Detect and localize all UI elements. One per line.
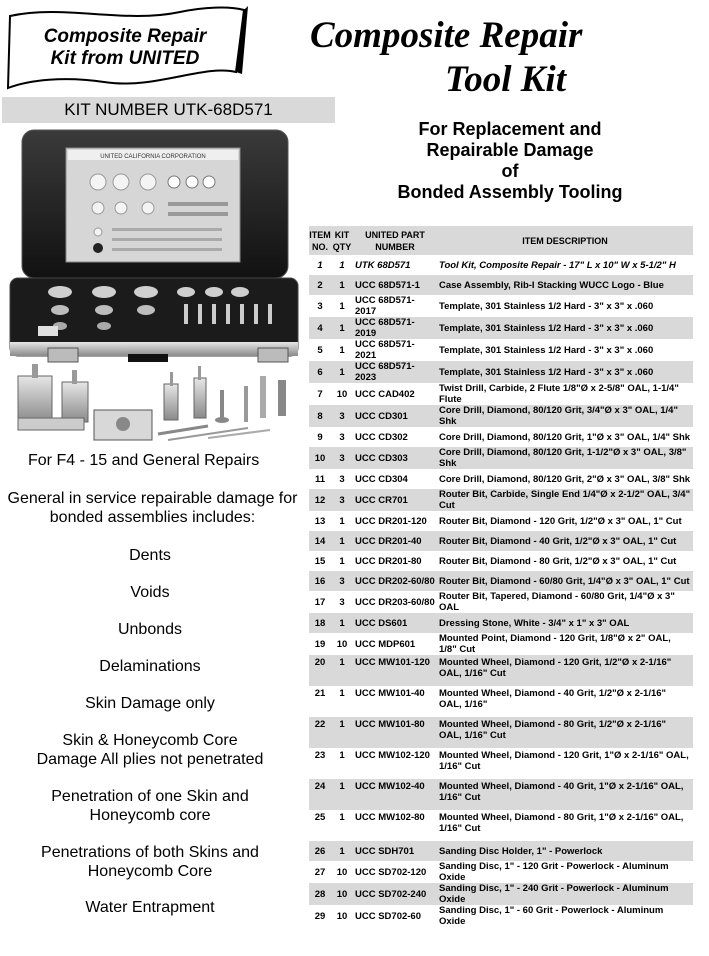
- item-no-cell: 13: [314, 515, 326, 527]
- kit-qty-cell: 1: [331, 613, 353, 633]
- table-row: [309, 571, 693, 591]
- kit-qty-cell: 1: [331, 655, 353, 686]
- part-number-cell: UCC MW102-120: [355, 750, 430, 761]
- damage-item: Unbonds: [117, 621, 183, 638]
- description-cell: Twist Drill, Carbide, 2 Flute 1/8"Ø x 2-5/8" OAL, 1-1/4" Flute: [439, 383, 679, 405]
- kit-qty-cell: 1: [339, 555, 345, 567]
- item-no-cell: 18: [309, 613, 331, 633]
- description-cell: Core Drill, Diamond, 80/120 Grit, 1"Ø x 3" OAL, 1/4" Shk: [439, 431, 691, 443]
- item-no-cell: 25: [314, 812, 326, 823]
- kit-qty-cell: 10: [336, 866, 348, 878]
- kit-qty-cell: 3: [339, 431, 345, 443]
- description-cell: Sanding Disc, 1" - 120 Grit - Powerlock - Aluminum Oxide: [439, 861, 669, 883]
- damage-item: Delaminations: [99, 658, 201, 675]
- description-cell: Tool Kit, Composite Repair - 17" L x 10" W x 5-1/2" H: [439, 259, 676, 271]
- description-cell: Sanding Disc Holder, 1" - Powerlock: [437, 841, 693, 861]
- damage-item: Skin Damage only: [85, 695, 215, 712]
- kit-qty-cell: 10: [331, 883, 353, 905]
- item-no-cell: 10: [309, 447, 331, 469]
- table-row: [309, 255, 693, 275]
- part-number-cell: UCC CD303: [353, 447, 437, 469]
- table-row: [309, 633, 693, 655]
- kit-qty-cell: 1: [331, 317, 353, 339]
- item-no-cell: 20: [309, 655, 331, 686]
- item-no-cell: 4: [309, 317, 331, 339]
- table-row: [309, 405, 693, 427]
- damage-item: Skin & Honeycomb Core Damage All plies not penetrated: [36, 732, 264, 768]
- part-number-cell: UCC 68D571-2023: [353, 361, 437, 383]
- description-cell: Mounted Point, Diamond - 120 Grit, 1/8"Ø x 2" OAL, 1/8" Cut: [439, 633, 671, 655]
- description-cell: Sanding Disc, 1" - 60 Grit - Powerlock - Aluminum Oxide: [439, 905, 664, 927]
- title-line-1: Composite Repair: [310, 15, 583, 56]
- title-line-2: Tool Kit: [445, 59, 566, 100]
- part-number-cell: UCC 68D571-2019: [353, 317, 437, 339]
- table-row: [309, 447, 693, 469]
- subtitle: [330, 119, 690, 203]
- description-cell: Core Drill, Diamond, 80/120 Grit, 1-1/2"Ø x 3" OAL, 3/8" Shk: [437, 447, 693, 469]
- lid-label: UNITED CALIFORNIA CORPORATION: [100, 154, 206, 160]
- description-cell: Router Bit, Carbide, Single End 1/4"Ø x 2-1/2" OAL, 3/4" Cut: [437, 489, 693, 511]
- kit-qty-cell: 3: [331, 405, 353, 427]
- col-header-item-no: ITEM NO.: [309, 226, 331, 255]
- description-cell: Dressing Stone, White - 3/4" x 1" x 3" OAL: [437, 613, 693, 633]
- item-no-cell: 9: [317, 431, 323, 443]
- item-no-cell: 28: [309, 883, 331, 905]
- table-row: [309, 511, 693, 531]
- banner-line-1: Composite Repair: [43, 26, 207, 47]
- part-number-cell: UCC 68D571-1: [353, 275, 437, 295]
- part-number-cell: UCC DR202-60/80: [353, 571, 437, 591]
- part-number-cell: UCC 68D571-2021: [355, 339, 415, 361]
- item-no-cell: 23: [314, 750, 326, 761]
- description-cell: Template, 301 Stainless 1/2 Hard - 3" x 3" x .060: [439, 300, 654, 312]
- damage-item: Dents: [129, 547, 171, 564]
- part-number-cell: UCC MW101-120: [353, 655, 437, 686]
- part-number-cell: UCC DR203-60/80: [355, 596, 435, 608]
- part-number-cell: UCC MW101-80: [353, 717, 437, 748]
- description-cell: Template, 301 Stainless 1/2 Hard - 3" x 3" x .060: [437, 361, 693, 383]
- description-cell: Case Assembly, Rib-I Stacking WUCC Logo - Blue: [437, 275, 693, 295]
- description-cell: Mounted Wheel, Diamond - 40 Grit, 1/2"Ø x 2-1/16" OAL, 1/16": [439, 688, 667, 710]
- kit-qty-cell: 1: [339, 750, 345, 761]
- item-no-cell: 19: [314, 638, 326, 650]
- kit-qty-cell: 1: [331, 841, 353, 861]
- kit-qty-cell: 10: [336, 638, 348, 650]
- table-row: [309, 841, 693, 861]
- table-row: [309, 317, 693, 339]
- kit-qty-cell: 1: [331, 779, 353, 810]
- part-number-cell: UCC DS601: [353, 613, 437, 633]
- applies-to-text: For F4 - 15 and General Repairs: [28, 452, 260, 469]
- table-row: [309, 427, 693, 447]
- description-cell: Core Drill, Diamond, 80/120 Grit, 2"Ø x 3" OAL, 3/8" Shk: [439, 473, 691, 485]
- parts-table: [309, 226, 693, 927]
- subtitle-line-1: For Replacement and: [418, 119, 602, 139]
- item-no-cell: 26: [309, 841, 331, 861]
- table-row: [309, 383, 693, 405]
- part-number-cell: UCC DR201-40: [353, 531, 437, 551]
- col-header-description: ITEM DESCRIPTION: [437, 226, 693, 255]
- item-no-cell: 1: [317, 259, 323, 271]
- table-row: [309, 551, 693, 571]
- kit-qty-cell: 3: [331, 447, 353, 469]
- kit-qty-cell: 1: [331, 717, 353, 748]
- table-row: [309, 275, 693, 295]
- table-row: [309, 613, 693, 633]
- table-row: [309, 905, 693, 927]
- item-no-cell: 8: [309, 405, 331, 427]
- part-number-cell: UCC CR701: [353, 489, 437, 511]
- table-row: [309, 861, 693, 883]
- kit-photo: [8, 128, 300, 446]
- kit-qty-cell: 3: [339, 596, 345, 608]
- part-number-cell: UTK 68D571: [355, 259, 411, 271]
- table-row: [309, 655, 693, 686]
- item-no-cell: 6: [309, 361, 331, 383]
- kit-number-bar: KIT NUMBER UTK-68D571: [2, 97, 335, 123]
- item-no-cell: 11: [314, 473, 326, 485]
- kit-qty-cell: 1: [339, 812, 345, 823]
- table-row: [309, 591, 693, 613]
- table-row: [309, 489, 693, 511]
- item-no-cell: 7: [317, 388, 323, 400]
- table-row: [309, 531, 693, 551]
- part-number-cell: UCC SD702-240: [353, 883, 437, 905]
- description-cell: Router Bit, Tapered, Diamond - 60/80 Grit, 1/4"Ø x 3" OAL: [439, 591, 675, 613]
- item-no-cell: 21: [314, 688, 326, 699]
- kit-qty-cell: 10: [336, 910, 348, 922]
- description-cell: Template, 301 Stainless 1/2 Hard - 3" x 3" x .060: [439, 344, 654, 356]
- table-row: [309, 686, 693, 717]
- description-cell: Mounted Wheel, Diamond - 120 Grit, 1/2"Ø x 2-1/16" OAL, 1/16" Cut: [437, 655, 693, 686]
- damage-item: Voids: [130, 584, 170, 601]
- kit-qty-cell: 10: [336, 388, 348, 400]
- item-no-cell: 2: [309, 275, 331, 295]
- part-number-cell: UCC DR201-80: [355, 555, 422, 567]
- kit-qty-cell: 1: [339, 688, 345, 699]
- part-number-cell: UCC 68D571-2017: [355, 295, 415, 317]
- item-no-cell: 14: [309, 531, 331, 551]
- item-no-cell: 22: [309, 717, 331, 748]
- part-number-cell: UCC CD302: [355, 431, 408, 443]
- table-row: [309, 810, 693, 841]
- table-row: [309, 469, 693, 489]
- description-cell: Mounted Wheel, Diamond - 120 Grit, 1"Ø x 2-1/16" OAL, 1/16" Cut: [439, 750, 689, 772]
- part-number-cell: UCC DR201-120: [355, 515, 427, 527]
- kit-qty-cell: 3: [331, 489, 353, 511]
- kit-qty-cell: 3: [339, 473, 345, 485]
- part-number-cell: UCC MW101-40: [355, 688, 425, 699]
- kit-qty-cell: 1: [339, 300, 345, 312]
- description-cell: Mounted Wheel, Diamond - 80 Grit, 1"Ø x 2-1/16" OAL, 1/16" Cut: [439, 812, 684, 834]
- table-row: [309, 717, 693, 748]
- kit-qty-cell: 1: [331, 275, 353, 295]
- description-cell: Sanding Disc, 1" - 240 Grit - Powerlock - Aluminum Oxide: [437, 883, 693, 905]
- part-number-cell: UCC SDH701: [353, 841, 437, 861]
- table-row: [309, 779, 693, 810]
- col-header-part-number: UNITED PART NUMBER: [353, 226, 437, 255]
- part-number-cell: UCC MW102-80: [355, 812, 425, 823]
- kit-qty-cell: 1: [339, 259, 345, 271]
- description-cell: Template, 301 Stainless 1/2 Hard - 3" x 3" x .060: [437, 317, 693, 339]
- part-number-cell: UCC SD702-120: [355, 866, 427, 878]
- subtitle-line-2: Repairable Damage: [426, 140, 594, 160]
- subtitle-line-4: Bonded Assembly Tooling: [397, 182, 623, 202]
- parts-table-body: [309, 255, 693, 927]
- kit-qty-cell: 3: [331, 571, 353, 591]
- banner-line-2: Kit from UNITED: [50, 48, 200, 69]
- description-cell: Mounted Wheel, Diamond - 40 Grit, 1"Ø x 2-1/16" OAL, 1/16" Cut: [437, 779, 693, 810]
- item-no-cell: 17: [314, 596, 326, 608]
- item-no-cell: 16: [309, 571, 331, 591]
- table-row: [309, 748, 693, 779]
- kit-qty-cell: 1: [331, 361, 353, 383]
- part-number-cell: UCC CD304: [355, 473, 408, 485]
- damage-item: Penetrations of both Skins and Honeycomb Core: [41, 844, 259, 880]
- kit-banner: [4, 2, 248, 94]
- description-cell: Router Bit, Diamond - 40 Grit, 1/2"Ø x 3" OAL, 1" Cut: [437, 531, 693, 551]
- part-number-cell: UCC CAD402: [355, 388, 415, 400]
- kit-qty-cell: 1: [339, 515, 345, 527]
- col-header-kit-qty: KIT QTY: [331, 226, 353, 255]
- description-cell: Router Bit, Diamond - 60/80 Grit, 1/4"Ø x 3" OAL, 1" Cut: [437, 571, 693, 591]
- damage-intro: General in service repairable damage for bonded assemblies includes:: [7, 490, 298, 526]
- subtitle-line-3: of: [501, 161, 519, 181]
- description-cell: Router Bit, Diamond - 80 Grit, 1/2"Ø x 3" OAL, 1" Cut: [439, 555, 677, 567]
- item-no-cell: 5: [317, 344, 323, 356]
- description-cell: Router Bit, Diamond - 120 Grit, 1/2"Ø x 3" OAL, 1" Cut: [439, 515, 682, 527]
- table-row: [309, 883, 693, 905]
- description-cell: Core Drill, Diamond, 80/120 Grit, 3/4"Ø x 3" OAL, 1/4" Shk: [437, 405, 693, 427]
- kit-qty-cell: 1: [339, 344, 345, 356]
- item-no-cell: 24: [309, 779, 331, 810]
- damage-item: Water Entrapment: [85, 899, 215, 916]
- table-row: [309, 361, 693, 383]
- part-number-cell: UCC SD702-60: [355, 910, 421, 922]
- table-header-row: [309, 226, 693, 255]
- kit-qty-cell: 1: [331, 531, 353, 551]
- item-no-cell: 12: [309, 489, 331, 511]
- part-number-cell: UCC MW102-40: [353, 779, 437, 810]
- part-number-cell: UCC MDP601: [355, 638, 416, 650]
- damage-item: Penetration of one Skin and Honeycomb core: [51, 788, 249, 824]
- table-row: [309, 295, 693, 317]
- banner-text: [12, 26, 238, 70]
- item-no-cell: 29: [314, 910, 326, 922]
- item-no-cell: 27: [314, 866, 326, 878]
- table-row: [309, 339, 693, 361]
- item-no-cell: 3: [317, 300, 323, 312]
- description-cell: Mounted Wheel, Diamond - 80 Grit, 1/2"Ø x 2-1/16" OAL, 1/16" Cut: [437, 717, 693, 748]
- item-no-cell: 15: [314, 555, 326, 567]
- part-number-cell: UCC CD301: [353, 405, 437, 427]
- page-title: [310, 14, 700, 102]
